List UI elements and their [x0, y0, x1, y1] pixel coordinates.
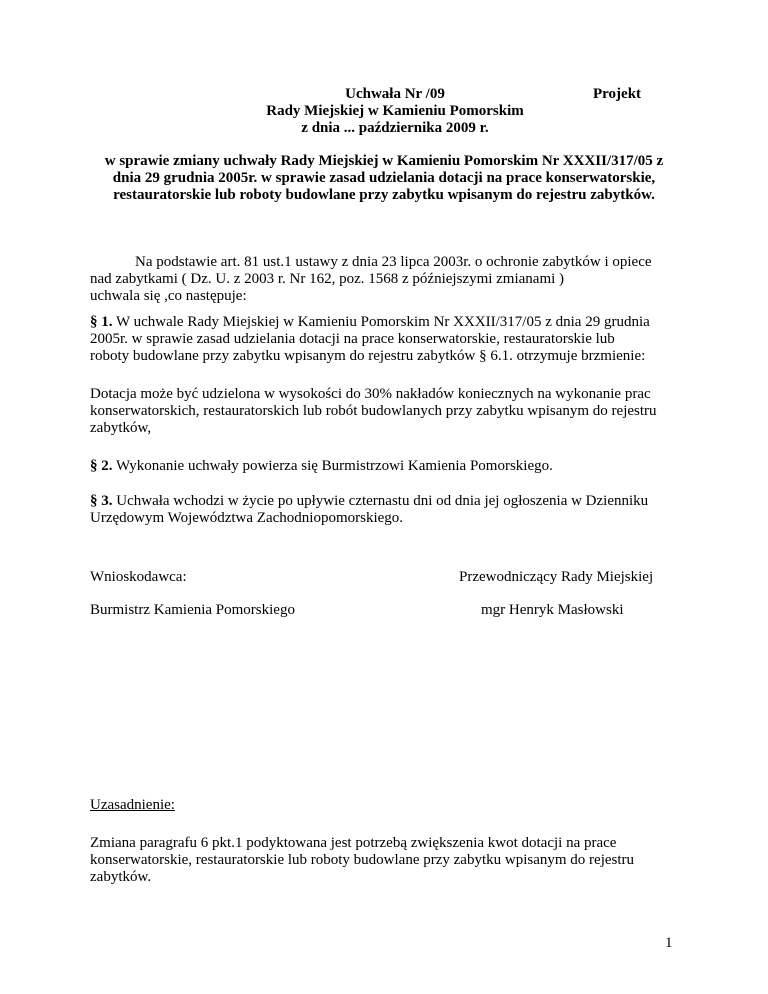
section-1-mark: § 1. — [90, 314, 113, 330]
legal-basis-line: uchwala się ,co następuje: — [90, 288, 247, 304]
applicant-label: Wnioskodawca: — [90, 569, 187, 585]
amendment-line: Dotacja może być udzielona w wysokości do 30% nakładów koniecznych na wykonanie prac — [90, 386, 651, 402]
justification-line: Zmiana paragrafu 6 pkt.1 podyktowana jest potrzebą zwiększenia kwot dotacji na prace — [90, 835, 617, 851]
justification-line: zabytków. — [90, 869, 152, 885]
chairman-name: mgr Henryk Masłowski — [481, 602, 624, 618]
section-2-text: Wykonanie uchwały powierza się Burmistrzowi Kamienia Pomorskiego. — [112, 458, 553, 474]
section-2-paragraph — [90, 458, 690, 475]
amendment-line: zabytków, — [90, 420, 152, 436]
section-2-mark: § 2. — [90, 458, 113, 474]
draft-label: Projekt — [593, 86, 642, 102]
resolution-number: Uchwała Nr /09 — [345, 86, 445, 102]
justification-line: konserwatorskie, restauratorskie lub roboty budowlane przy zabytku wpisanym do rejestru — [90, 852, 635, 868]
chairman-title: Przewodniczący Rady Miejskiej — [459, 569, 654, 585]
section-3-paragraph — [90, 493, 690, 527]
section-1-text: 2005r. w sprawie zasad udzielania dotacji na prace konserwatorskie, restauratorskie lub — [90, 331, 615, 347]
section-3-mark: § 3. — [90, 493, 113, 509]
council-name: Rady Miejskiej w Kamieniu Pomorskim — [266, 103, 524, 119]
justification-paragraph — [90, 835, 690, 886]
resolution-header — [180, 86, 610, 137]
page-number: 1 — [665, 935, 673, 951]
section-3-text: Uchwała wchodzi w życie po upływie czternastu dni od dnia jej ogłoszenia w Dzienniku — [112, 493, 649, 509]
section-1-text: W uchwale Rady Miejskiej w Kamieniu Pomorskim Nr XXXII/317/05 z dnia 29 grudnia — [112, 314, 650, 330]
resolution-subject — [84, 153, 684, 204]
section-3-text: Urzędowym Województwa Zachodniopomorskiego. — [90, 510, 404, 526]
section-1-text: roboty budowlane przy zabytku wpisanym do rejestru zabytków § 6.1. otrzymuje brzmienie: — [90, 348, 646, 364]
legal-basis-paragraph — [90, 254, 690, 305]
applicant-name: Burmistrz Kamienia Pomorskiego — [90, 602, 295, 618]
subject-line: restauratorskie lub roboty budowlane przy zabytku wpisanym do rejestru zabytków. — [113, 187, 655, 203]
amendment-line: konserwatorskich, restauratorskich lub robót budowlanych przy zabytku wpisanym do rejestru — [90, 403, 657, 419]
section-1-paragraph — [90, 314, 690, 365]
amendment-paragraph — [90, 386, 690, 437]
legal-basis-line: Na podstawie art. 81 ust.1 ustawy z dnia 23 lipca 2003r. o ochronie zabytków i opiece — [135, 254, 652, 270]
resolution-date: z dnia ... października 2009 r. — [301, 120, 489, 136]
justification-heading: Uzasadnienie: — [90, 797, 175, 813]
subject-line: w sprawie zmiany uchwały Rady Miejskiej w Kamieniu Pomorskim Nr XXXII/317/05 z — [104, 153, 664, 169]
legal-basis-line: nad zabytkami ( Dz. U. z 2003 r. Nr 162, poz. 1568 z późniejszymi zmianami ) — [90, 271, 565, 287]
subject-line: dnia 29 grudnia 2005r. w sprawie zasad udzielania dotacji na prace konserwatorskie, — [112, 170, 656, 186]
